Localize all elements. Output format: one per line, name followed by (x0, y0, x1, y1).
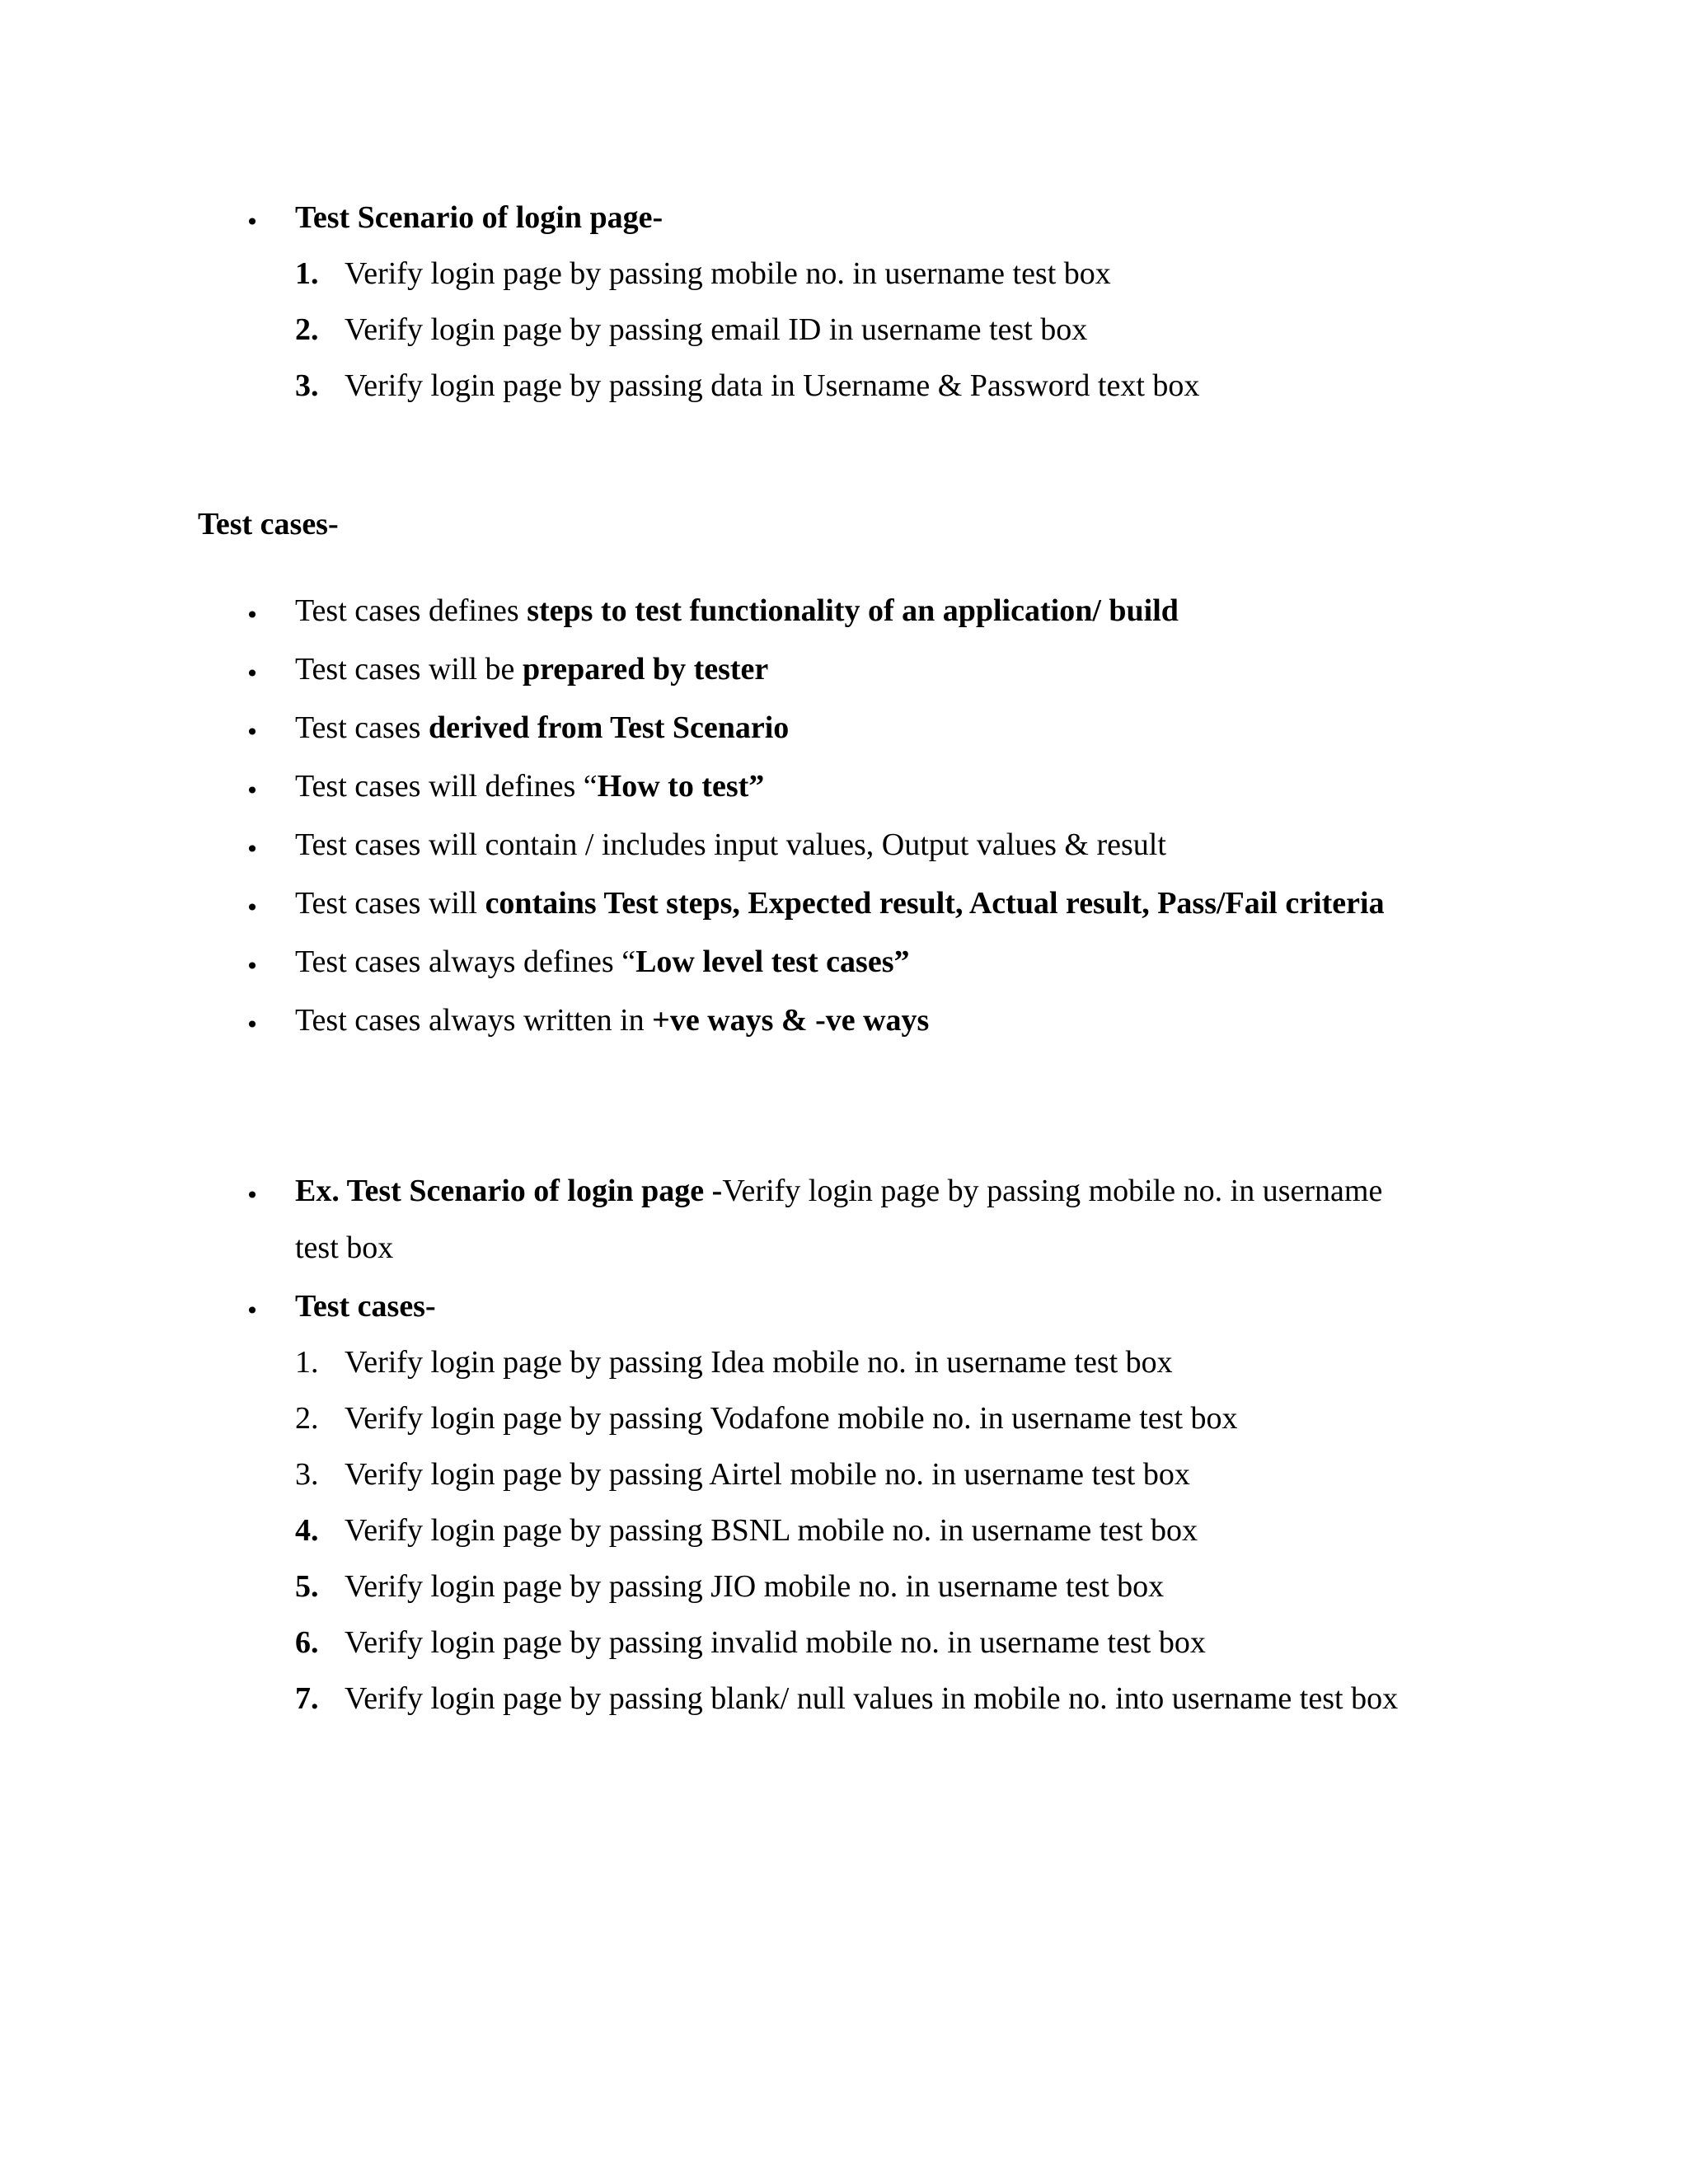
list-number: 3. (295, 368, 319, 403)
bullet-text: Test cases will be prepared by tester (295, 652, 769, 687)
list-item-text: Verify login page by passing blank/ null values in mobile no. into username test box (345, 1681, 1399, 1716)
list-number: 2. (295, 1401, 319, 1436)
list-number: 4. (295, 1513, 319, 1548)
list-item-text: Verify login page by passing Idea mobile no. in username test box (345, 1345, 1173, 1380)
bullet-icon: • (245, 894, 260, 921)
list-number: 5. (295, 1569, 319, 1604)
bullet-icon: • (245, 602, 260, 629)
list-item-text: Verify login page by passing data in Username & Password text box (345, 368, 1200, 403)
bullet-icon: • (245, 1011, 260, 1038)
list-item-text: Verify login page by passing BSNL mobile no. in username test box (345, 1513, 1198, 1548)
bullet-icon: • (245, 660, 260, 687)
list-item-text: Verify login page by passing invalid mobile no. in username test box (345, 1625, 1206, 1660)
list-item-text: Verify login page by passing Airtel mobile no. in username test box (345, 1457, 1190, 1492)
list-item-text: Verify login page by passing email ID in username test box (345, 312, 1088, 347)
bullet-icon: • (245, 953, 260, 980)
list-item-text: Verify login page by passing mobile no. in username test box (345, 256, 1111, 291)
scenario-heading: Test Scenario of login page- (295, 200, 663, 235)
bullet-text: Test cases will contains Test steps, Expected result, Actual result, Pass/Fail criteria (295, 886, 1385, 921)
test-cases-heading: Test cases- (198, 507, 339, 541)
bullet-text: Test cases always written in +ve ways & -ve ways (295, 1003, 930, 1038)
bullet-text: Test cases derived from Test Scenario (295, 710, 790, 745)
list-number: 2. (295, 312, 319, 347)
example-text-continued: test box (295, 1230, 394, 1265)
bullet-text: Test cases always defines “Low level test cases” (295, 944, 910, 979)
list-number: 1. (295, 1345, 319, 1380)
list-item-text: Verify login page by passing Vodafone mobile no. in username test box (345, 1401, 1238, 1436)
list-number: 3. (295, 1457, 319, 1492)
bullet-icon: • (245, 1182, 260, 1209)
bullet-icon: • (245, 777, 260, 804)
list-number: 1. (295, 256, 319, 291)
bullet-icon: • (245, 719, 260, 746)
bullet-icon: • (245, 1297, 260, 1324)
example-test-cases-heading: Test cases- (295, 1289, 436, 1324)
list-number: 7. (295, 1681, 319, 1716)
bullet-text: Test cases defines steps to test functionality of an application/ build (295, 593, 1179, 628)
bullet-icon: • (245, 209, 260, 236)
list-number: 6. (295, 1625, 319, 1660)
bullet-text: Test cases will contain / includes input values, Output values & result (295, 827, 1166, 862)
bullet-icon: • (245, 836, 260, 863)
list-item-text: Verify login page by passing JIO mobile no. in username test box (345, 1569, 1165, 1604)
example-text: Ex. Test Scenario of login page -Verify login page by passing mobile no. in username (295, 1174, 1383, 1208)
bullet-text: Test cases will defines “How to test” (295, 769, 765, 804)
